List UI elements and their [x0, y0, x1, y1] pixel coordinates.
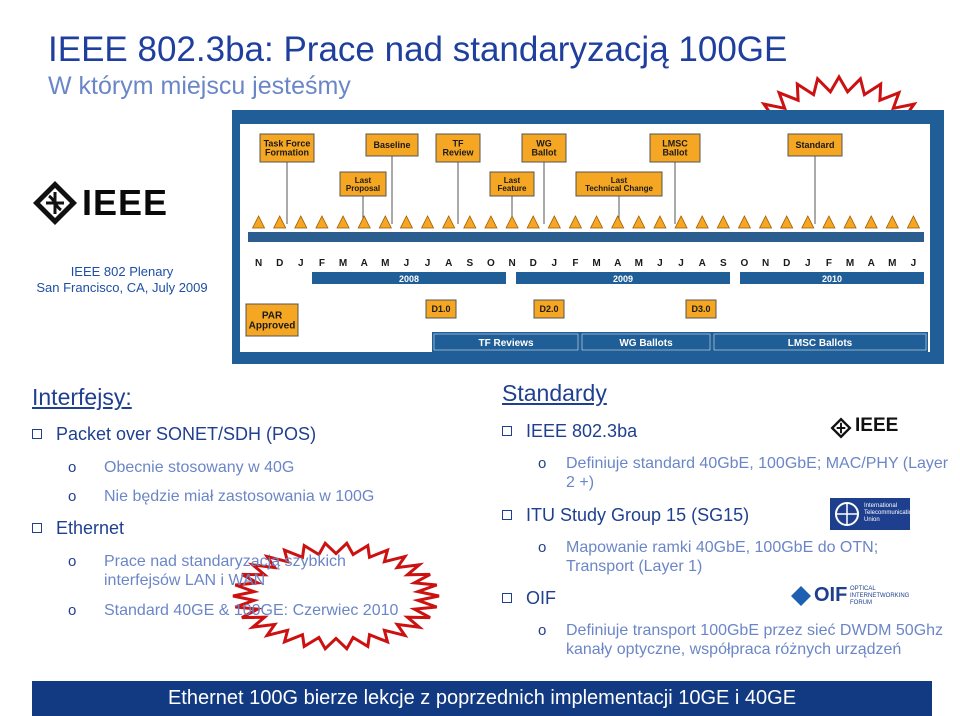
phase-label: LMSC Ballots [787, 338, 853, 349]
month-tick-label: F [825, 258, 832, 269]
bullet-ethernet-label: Ethernet [56, 518, 125, 538]
timeline-marker-icon [865, 216, 877, 228]
sub-bullet-text: Mapowanie ramki 40GbE, 100GbE do OTN; Transport (Layer 1) [566, 539, 879, 575]
sub-bullet [68, 552, 388, 592]
month-tick-label: D [529, 258, 537, 269]
month-tick-label: J [657, 258, 663, 269]
ieee-logo-text: IEEE [82, 182, 169, 223]
timeline-marker-icon [844, 216, 856, 228]
page-title: IEEE 802.3ba: Prace nad standaryzacją 100GE [48, 30, 788, 69]
milestone-label-text: Standard [795, 140, 835, 151]
sub-bullet-text: Obecnie stosowany w 40G [104, 459, 295, 476]
milestone-label-text: TF [452, 138, 464, 149]
bullet-pos-label: Packet over SONET/SDH (POS) [56, 424, 317, 444]
timeline-marker-icon [253, 216, 265, 228]
month-tick-label: J [424, 258, 431, 269]
timeline-marker-icon [886, 216, 898, 228]
plenary-line-1: IEEE 802 Plenary [70, 264, 174, 279]
sub-bullet-text: Definiuje transport 100GbE przez sieć DWDM 50Ghz kanały optyczne, współpraca różnych urządzeń [566, 622, 944, 658]
timeline-marker-icon [823, 216, 835, 228]
month-tick-label: F [318, 258, 325, 269]
timeline-marker-icon [548, 216, 560, 228]
bullet-ieee-8023ba [502, 421, 637, 442]
month-tick-label: M [634, 258, 643, 269]
milestone-label-text: Review [442, 147, 474, 158]
mid-milestone-label-text: Feature [497, 183, 527, 193]
year-label: 2008 [398, 274, 420, 284]
month-tick-label: A [360, 258, 368, 269]
timeline-marker-icon [464, 216, 476, 228]
month-tick-label: J [403, 258, 410, 269]
month-tick-label: J [910, 258, 917, 269]
bullet-ieee-label: IEEE 802.3ba [526, 421, 638, 441]
ieee-small-logo [830, 417, 910, 439]
month-tick-label: M [888, 258, 897, 269]
ieee-diamond-icon [830, 417, 852, 439]
month-tick-label: D [783, 258, 791, 269]
milestone-label-text: LMSC [662, 138, 688, 149]
bullet-oif-label: OIF [526, 588, 556, 608]
month-tick-label: M [338, 258, 348, 269]
circle-bullet-icon: o [538, 539, 547, 556]
timeline-marker-icon [337, 216, 349, 228]
footer-banner: Ethernet 100G bierze lekcje z poprzednich implementacji 10GE i 40GE [32, 681, 932, 716]
month-tick-label: D [276, 258, 284, 269]
month-tick-label: A [445, 258, 453, 269]
itu-logo [830, 498, 916, 530]
timeline-marker-icon [569, 216, 581, 228]
draft-label-text: D3.0 [691, 304, 711, 315]
timeline-marker-icon [591, 216, 603, 228]
par-label-text: Approved [248, 320, 296, 332]
oif-logo [790, 585, 910, 611]
timeline-marker-icon [485, 216, 497, 228]
month-tick-label: J [551, 258, 558, 269]
square-bullet-icon [502, 593, 512, 603]
plenary-caption [32, 264, 212, 296]
bullet-itu-label: ITU Study Group 15 (SG15) [526, 505, 750, 525]
timeline-marker-icon [802, 216, 814, 228]
sub-bullet-text: Definiuje standard 40GbE, 100GbE; MAC/PHY (Layer 2 +) [566, 455, 949, 491]
timeline-marker-icon [654, 216, 666, 228]
month-tick-label: A [698, 258, 706, 269]
month-tick-label: O [740, 258, 749, 269]
phase-label: WG Ballots [619, 338, 673, 349]
milestone-label-text: Task Force [263, 138, 311, 149]
interfaces-heading: Interfejsy: [32, 384, 132, 410]
circle-bullet-icon: o [68, 459, 77, 476]
ieee-diamond-icon [32, 180, 78, 226]
timeline-marker-icon [274, 216, 286, 228]
circle-bullet-icon: o [538, 622, 547, 639]
sub-bullet [68, 458, 408, 478]
month-tick-label: N [761, 258, 770, 269]
timeline-marker-icon [696, 216, 708, 228]
square-bullet-icon [32, 523, 42, 533]
circle-bullet-icon: o [68, 553, 77, 570]
sub-bullet-text: Standard 40GE & 100GE: Czerwiec 2010 [104, 602, 399, 619]
timeline-chart [232, 110, 944, 364]
timeline-marker-icon [760, 216, 772, 228]
timeline-marker-icon [358, 216, 370, 228]
draft-label-text: D1.0 [431, 304, 451, 315]
timeline-marker-icon [316, 216, 328, 228]
month-tick-label: J [678, 258, 684, 269]
timeline-marker-icon [443, 216, 455, 228]
circle-bullet-icon: o [68, 602, 77, 619]
sub-bullet [538, 538, 958, 578]
timeline-marker-icon [717, 216, 729, 228]
bullet-itu [502, 505, 749, 526]
milestone-label-text: WG [536, 138, 552, 149]
ieee-logo [32, 180, 180, 228]
plenary-line-2: San Francisco, CA, July 2009 [36, 280, 208, 295]
milestone-label-text: Ballot [662, 147, 688, 158]
square-bullet-icon [502, 426, 512, 436]
bullet-ethernet [32, 518, 124, 539]
oif-diamond-icon [790, 585, 812, 607]
timeline-marker-icon [612, 216, 624, 228]
timeline-marker-icon [379, 216, 391, 228]
standards-heading: Standardy [502, 380, 607, 406]
month-tick-label: J [298, 258, 304, 269]
month-tick-label: S [719, 258, 727, 269]
month-tick-label: J [805, 258, 811, 269]
phase-label: TF Reviews [478, 338, 534, 349]
square-bullet-icon [502, 510, 512, 520]
sub-bullet [538, 454, 958, 494]
year-label: 2010 [821, 274, 843, 284]
month-tick-label: F [572, 258, 579, 269]
month-tick-label: S [466, 258, 474, 269]
sub-bullet [68, 487, 428, 507]
itu-globe-icon [832, 499, 862, 529]
timeline-marker-icon [907, 216, 919, 228]
month-tick-label: O [487, 258, 495, 269]
par-label-text: PAR [261, 310, 283, 322]
mid-milestone-label-text: Proposal [345, 183, 381, 193]
bullet-oif [502, 588, 556, 609]
timeline-marker-icon [675, 216, 687, 228]
timeline-marker-icon [738, 216, 750, 228]
sub-bullet-text: Prace nad standaryzacją szybkich interfejsów LAN i WAN [104, 553, 346, 589]
oif-logo-subtext: OPTICAL INTERNETWORKING FORUM [850, 586, 910, 606]
month-tick-label: A [614, 258, 622, 269]
sub-bullet [68, 601, 448, 621]
milestone-label-text: Ballot [531, 147, 557, 158]
mid-milestone-label-text: Last [610, 175, 628, 185]
timeline-marker-icon [506, 216, 518, 228]
timeline-svg [240, 124, 930, 352]
oif-logo-text: OIF [814, 584, 848, 606]
milestone-label-text: Baseline [373, 140, 411, 151]
timeline-marker-icon [633, 216, 645, 228]
timeline-marker-icon [400, 216, 412, 228]
square-bullet-icon [32, 429, 42, 439]
timeline-marker-icon [295, 216, 307, 228]
mid-milestone-label-text: Last [503, 175, 521, 185]
timeline-marker-icon [527, 216, 539, 228]
bullet-pos [32, 424, 316, 445]
month-tick-label: N [508, 258, 516, 269]
month-tick-label: A [867, 258, 875, 269]
timeline-axis-bar [248, 232, 924, 242]
page-subtitle: W którym miejscu jesteśmy [48, 72, 351, 100]
mid-milestone-label-text: Technical Change [585, 183, 653, 193]
sub-bullet-text: Nie będzie miał zastosowania w 100G [104, 488, 375, 505]
timeline-marker-icon [422, 216, 434, 228]
draft-label-text: D2.0 [539, 304, 559, 315]
month-tick-label: N [254, 258, 263, 269]
circle-bullet-icon: o [68, 488, 77, 505]
timeline-marker-icon [781, 216, 793, 228]
month-tick-label: M [381, 258, 390, 269]
month-tick-label: M [592, 258, 601, 269]
ieee-small-logo-text: IEEE [855, 415, 899, 436]
milestone-label-text: Formation [265, 147, 309, 158]
month-tick-label: M [845, 258, 855, 269]
mid-milestone-label-text: Last [354, 175, 372, 185]
sub-bullet [538, 621, 958, 681]
year-label: 2009 [612, 274, 634, 284]
itu-logo-text: International Telecommunication Union [864, 503, 916, 523]
circle-bullet-icon: o [538, 455, 547, 472]
